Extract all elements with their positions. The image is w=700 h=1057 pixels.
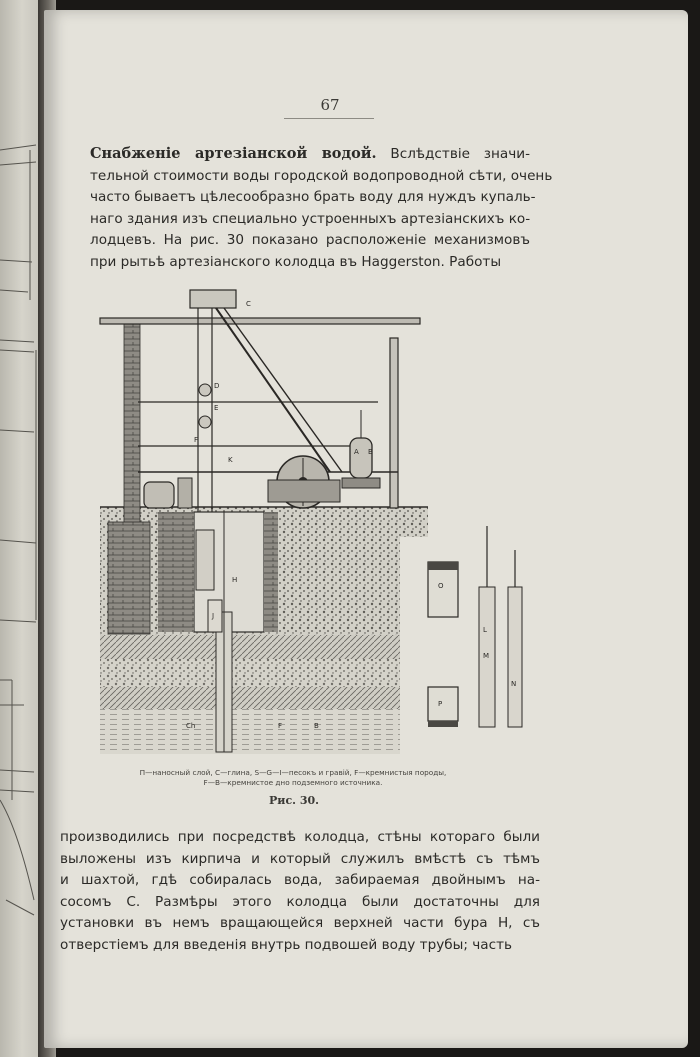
text-line: лодцевъ. На рис. 30 показано расположеніе механизмовъ	[90, 232, 530, 248]
figure-letter: L	[483, 626, 487, 634]
caption-line: F—B—кремнистое дно подземного источника.	[203, 778, 383, 787]
text-line: отверстіемъ для введенія внутрь подвошей воду трубы; часть	[60, 936, 513, 953]
well-drilling-figure	[98, 282, 528, 762]
figure-letter: C	[246, 300, 251, 308]
figure-letter: O	[438, 582, 444, 590]
pump-c	[144, 478, 192, 508]
figure-letter: B	[368, 448, 373, 456]
pump-a	[342, 410, 380, 488]
paragraph-bottom	[60, 827, 540, 956]
figure-label: Рис. 30.	[269, 794, 319, 807]
caption-line: П—наносный слой, C—глина, S—G—І—песокъ и гравій, F—кремнистыя породы,	[139, 768, 447, 777]
figure-letter: P	[438, 700, 443, 708]
text-line: сосомъ C. Размѣры этого колодца были достаточны для	[60, 893, 540, 910]
figure-letter: F	[194, 436, 199, 444]
text-line: часто бываетъ цѣлесообразно брать воду для нуждъ купаль-	[90, 189, 536, 205]
figure-letter: M	[483, 652, 490, 660]
book-page	[44, 10, 688, 1048]
section-heading: Снабженіе артезіанской водой.	[90, 145, 377, 162]
flywheel	[268, 456, 340, 508]
paragraph-top	[90, 143, 553, 273]
figure-letter: Ch	[186, 722, 196, 730]
text-line: и шахтой, гдѣ собиралась вода, забираемая двойнымъ на-	[60, 872, 540, 888]
figure-letter: B	[314, 722, 319, 730]
figure-letter: D	[214, 382, 220, 390]
figure-letter: A	[354, 448, 359, 456]
text-line: тельной стоимости воды городской водопроводной сѣти, очень	[90, 167, 553, 184]
text-line: при рытьѣ артезіанского колодца въ Haggerston. Работы	[90, 253, 502, 270]
figure-letter: N	[511, 680, 517, 688]
figure-letter: K	[228, 456, 233, 464]
figure-letter: J	[212, 612, 215, 620]
figure-letter: E	[214, 404, 219, 412]
text-line: производились при посредствѣ колодца, стѣны котораго были	[60, 829, 540, 845]
text-line: наго здания изъ специально устроенныхъ артезіанскихъ ко-	[90, 210, 531, 227]
figure-letter: F	[278, 722, 283, 730]
drill-tools	[428, 526, 522, 727]
text-line: выложены изъ кирпича и который служилъ вмѣстѣ съ тѣмъ	[60, 850, 540, 867]
text-line: Снабженіе артезіанской водой. Вслѣдствіе значи-	[90, 145, 530, 162]
text-line: установки въ немъ вращающейся верхней части бура H, съ	[60, 915, 540, 931]
page-number: 67	[320, 96, 340, 114]
left-pillar	[108, 322, 150, 634]
figure-letter: H	[232, 576, 238, 584]
page-number-rule	[284, 118, 374, 119]
figure-caption	[58, 768, 528, 788]
